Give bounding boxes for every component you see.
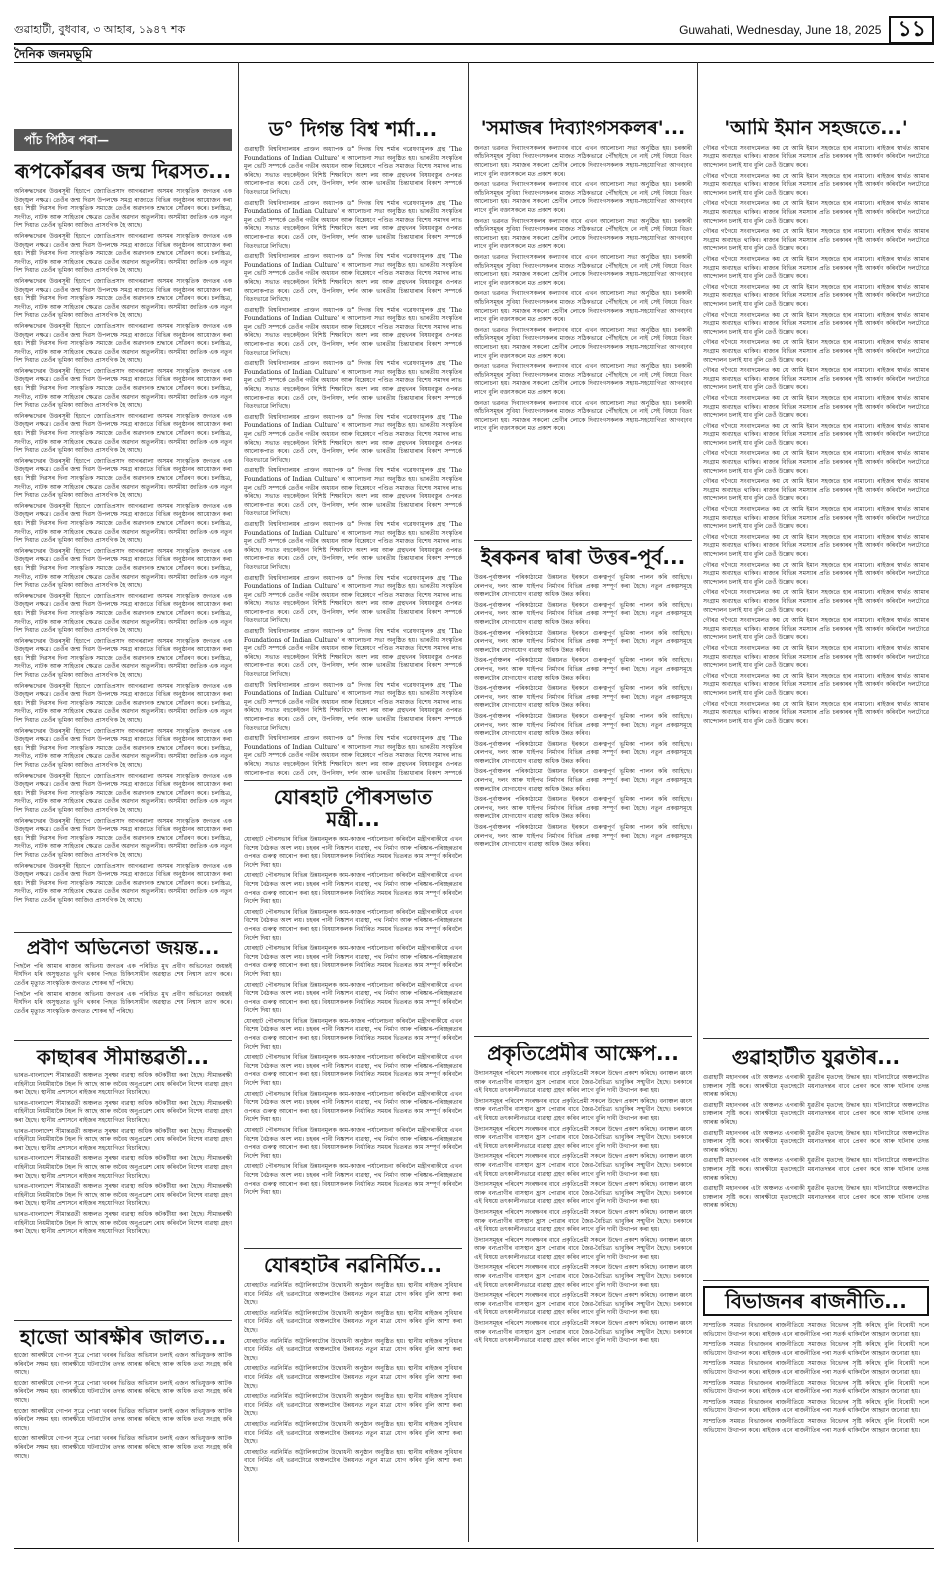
article-headline: 'সমাজৰ দিব্যাংগসকলৰ'... bbox=[480, 118, 686, 139]
article-body: গৌৰৱ গগৈয়ে সংবাদমেলত কয় যে আমি ইমান সহজতে হাৰ নামানো। ৰাইজৰ স্বাৰ্থত আমাৰ সংগ্ৰাম অব্যাহত থাকিব। ৰাজ্যৰ বিভিন্ন সমস্যাৰ প্ৰতি চৰকাৰৰ দৃষ্টি আকৰ্ষণ কৰিবলৈ দলটোৱে আন্দোলন চলাই যাব বুলি তেওঁ উল্লেখ কৰে। bbox=[703, 172, 929, 197]
article-body: যোৰহাট পৌৰসভাৰ বিভিন্ন উন্নয়নমূলক কাম-কাজৰ পৰ্যালোচনা কৰিবলৈ মন্ত্ৰীগৰাকীয়ে এখন বিশেষ বৈঠকত অংশ লয়। চহৰৰ পানী নিষ্কাশন ব্যৱস্থা, পথ নিৰ্মাণ আৰু পৰিষ্কাৰ-পৰিচ্ছন্নতাৰ ওপৰত গুৰুত্ব আৰোপ কৰা হয়। বিষয়াসকলক নিৰ্ধাৰিত সময়ৰ ভিতৰত কাম সম্পূৰ্ণ কৰিবলৈ নিৰ্দেশ দিয়া হয়। bbox=[244, 981, 462, 1015]
article-body: উদ্যানসমূহৰ পৰিবেশ সংৰক্ষণৰ বাবে প্ৰকৃতিপ্ৰেমী সকলে উদ্বেগ প্ৰকাশ কৰিছে। বনাঞ্চল ধ্বংস আৰু বন্যপ্ৰাণীৰ বাসস্থান হ্ৰাস পোৱাৰ বাবে জৈৱ-বৈচিত্ৰ্য ভাবুকিৰ সন্মুখীন হৈছে। চৰকাৰে এই বিষয়ে তৎকালীনভাৱে ব্যৱস্থা গ্ৰহণ কৰিব লাগে বুলি দাবী উত্থাপন কৰা হয়। bbox=[474, 1208, 692, 1234]
article-body: গুৱাহাটী বিশ্ববিদ্যালয়ৰ প্ৰাক্তন অধ্যাপক ড° দিগন্ত বিশ্ব শৰ্মাৰ গৱেষণামূলক গ্ৰন্থ 'The Foundations of Indian Culture' ৰ আলোচনা সভা অনুষ্ঠিত হয়। ভাৰতীয় সংস্কৃতিৰ মূল ভেটি সম্পৰ্কে তেওঁৰ গভীৰ অধ্যয়ন আৰু বিশ্লেষণে পণ্ডিত সমাজত বিশেষ সমাদৰ লাভ কৰিছে। সভাত বহুকেইজন বিশিষ্ট শিক্ষাবিদে অংশ লয় আৰু গ্ৰন্থখনৰ বিষয়বস্তুৰ ওপৰত আলোকপাত কৰে। তেওঁ বেদ, উপনিষদ, দৰ্শন আৰু ভাৰতীয় চিন্তাধাৰাৰ বিকাশ সম্পৰ্কে বিতংভাৱে লিখিছে। bbox=[244, 520, 462, 571]
article-headline: ড° দিগন্ত বিশ্ব শৰ্মা... bbox=[268, 118, 438, 141]
article-divider bbox=[244, 1248, 462, 1249]
article-body: উত্তৰ-পূৰ্বাঞ্চলৰ পৰিকাঠামো উন্নয়নত ইৰকনে গুৰুত্বপূৰ্ণ ভূমিকা পালন কৰি আহিছে। ৰেলপথ, দলং আৰু ঘাইপথ নিৰ্মাণৰ বিভিন্ন প্ৰকল্প সম্পূৰ্ণ কৰা হৈছে। নতুন প্ৰকল্পসমূহে অঞ্চলটোৰ যোগাযোগ ব্যৱস্থা অধিক উন্নত কৰিব। bbox=[474, 629, 692, 654]
article-body: গুৱাহাটী মহানগৰৰ এটা অঞ্চলত এগৰাকী যুৱতীৰ মৃতদেহ উদ্ধাৰ হয়। ঘটনাটোৱে অঞ্চলটোত চাঞ্চল্যৰ সৃষ্টি কৰে। আৰক্ষীয়ে মৃতদেহটো ময়নাতদন্তৰ বাবে প্ৰেৰণ কৰে আৰু ঘটনাৰ তদন্ত আৰম্ভ কৰিছে। bbox=[703, 1157, 929, 1182]
footer-rule bbox=[14, 1548, 934, 1549]
column-divider bbox=[468, 62, 469, 1542]
article-headline: প্ৰবীণ অভিনেতা জয়ন্ত... bbox=[26, 938, 220, 959]
header-rule bbox=[14, 43, 934, 45]
article-body: সাম্প্ৰতিক সময়ত বিভাজনৰ ৰাজনীতিয়ে সমাজত বিভেদৰ সৃষ্টি কৰিছে বুলি বিৰোধী দলে অভিযোগ উত্থাপন কৰে। ৰাইজক এনে ৰাজনীতিৰ পৰা সতৰ্ক থাকিবলৈ আহ্বান জনোৱা হয়। bbox=[703, 1360, 929, 1376]
article-divider bbox=[474, 1036, 692, 1037]
article-body: অনিৰুদ্ধদেৱৰ উত্তৰসূৰী হিচাপে জ্যোতিপ্ৰসাদ আগৰৱালা অসমৰ সাংস্কৃতিক জগতৰ এক উজ্জ্বল নক্ষত্ৰ। তেওঁৰ জন্ম দিৱস উপলক্ষে সমগ্ৰ ৰাজ্যতে বিভিন্ন অনুষ্ঠানৰ আয়োজন কৰা হয়। শিল্পী দিৱসৰ দিনা সাংস্কৃতিক সমাজে তেওঁৰ অৱদানক শ্ৰদ্ধাৰে সোঁৱৰণ কৰে। চলচ্চিত্ৰ, সংগীত, নাটক আৰু সাহিত্যৰ ক্ষেত্ৰত তেওঁৰ অৱদান অতুলনীয়। অসমীয়া জাতিক এক নতুন দিশ দিয়াত তেওঁৰ ভূমিকা আজিও প্ৰাসংগিক হৈ আছে। bbox=[14, 862, 232, 904]
article-body: জনতা ভৱনত দিব্যাংগসকলৰ কল্যাণৰ বাবে এখন আলোচনা সভা অনুষ্ঠিত হয়। চৰকাৰী আঁচনিসমূহৰ সুবিধা দিব্যাংগসকলৰ মাজত সঠিকভাৱে পৌঁছাইছে নে নাই সেই বিষয়ে বিতং আলোচনা হয়। সমাজৰ সকলো শ্ৰেণীৰ লোকে দিব্যাংগসকলক সহায়-সহযোগিতা আগবঢ়াব লাগে বুলি বক্তাসকলে মত প্ৰকাশ কৰে। bbox=[474, 290, 692, 324]
article-body: জনতা ভৱনত দিব্যাংগসকলৰ কল্যাণৰ বাবে এখন আলোচনা সভা অনুষ্ঠিত হয়। চৰকাৰী আঁচনিসমূহৰ সুবিধা দিব্যাংগসকলৰ মাজত সঠিকভাৱে পৌঁছাইছে নে নাই সেই বিষয়ে বিতং আলোচনা হয়। সমাজৰ সকলো শ্ৰেণীৰ লোকে দিব্যাংগসকলক সহায়-সহযোগিতা আগবঢ়াব লাগে বুলি বক্তাসকলে মত প্ৰকাশ কৰে। bbox=[474, 144, 692, 178]
article-body: যোৰহাট পৌৰসভাৰ বিভিন্ন উন্নয়নমূলক কাম-কাজৰ পৰ্যালোচনা কৰিবলৈ মন্ত্ৰীগৰাকীয়ে এখন বিশেষ বৈঠকত অংশ লয়। চহৰৰ পানী নিষ্কাশন ব্যৱস্থা, পথ নিৰ্মাণ আৰু পৰিষ্কাৰ-পৰিচ্ছন্নতাৰ ওপৰত গুৰুত্ব আৰোপ কৰা হয়। বিষয়াসকলক নিৰ্ধাৰিত সময়ৰ ভিতৰত কাম সম্পূৰ্ণ কৰিবলৈ নিৰ্দেশ দিয়া হয়। bbox=[244, 945, 462, 978]
date-english: Guwahati, Wednesday, June 18, 2025 bbox=[679, 23, 882, 37]
article-body: উদ্যানসমূহৰ পৰিবেশ সংৰক্ষণৰ বাবে প্ৰকৃতিপ্ৰেমী সকলে উদ্বেগ প্ৰকাশ কৰিছে। বনাঞ্চল ধ্বংস আৰু বন্যপ্ৰাণীৰ বাসস্থান হ্ৰাস পোৱাৰ বাবে জৈৱ-বৈচিত্ৰ্য ভাবুকিৰ সন্মুখীন হৈছে। চৰকাৰে এই বিষয়ে তৎকালীনভাৱে ব্যৱস্থা গ্ৰহণ কৰিব লাগে বুলি দাবী উত্থাপন কৰা হয়। bbox=[474, 1236, 692, 1261]
article-body: গুৱাহাটী বিশ্ববিদ্যালয়ৰ প্ৰাক্তন অধ্যাপক ড° দিগন্ত বিশ্ব শৰ্মাৰ গৱেষণামূলক গ্ৰন্থ 'The Foundations of Indian Culture' ৰ আলোচনা সভা অনুষ্ঠিত হয়। ভাৰতীয় সংস্কৃতিৰ মূল ভেটি সম্পৰ্কে তেওঁৰ গভীৰ অধ্যয়ন আৰু বিশ্লেষণে পণ্ডিত সমাজত বিশেষ সমাদৰ লাভ কৰিছে। সভাত বহুকেইজন বিশিষ্ট শিক্ষাবিদে অংশ লয় আৰু গ্ৰন্থখনৰ বিষয়বস্তুৰ ওপৰত আলোকপাত কৰে। তেওঁ বেদ, উপনিষদ, দৰ্শন আৰু ভাৰতীয় চিন্তাধাৰাৰ বিকাশ সম্পৰ্কে bbox=[244, 735, 462, 777]
article-body: যোৰহাটত নৱনিৰ্মিত অট্টালিকাটোৰ উদ্বোধনী অনুষ্ঠান অনুষ্ঠিত হয়। স্থানীয় ৰাইজৰ সুবিধাৰ বাবে নিৰ্মিত এই ভৱনটোৱে অঞ্চলটোৰ উন্নয়নত নতুন মাত্ৰা যোগ কৰিব বুলি আশা কৰা হৈছে। bbox=[244, 1309, 462, 1334]
article-body: যোৰহাট পৌৰসভাৰ বিভিন্ন উন্নয়নমূলক কাম-কাজৰ পৰ্যালোচনা কৰিবলৈ মন্ত্ৰীগৰাকীয়ে এখন বিশেষ বৈঠকত অংশ লয়। চহৰৰ পানী নিষ্কাশন ব্যৱস্থা, পথ নিৰ্মাণ আৰু পৰিষ্কাৰ-পৰিচ্ছন্নতাৰ ওপৰত গুৰুত্ব আৰোপ কৰা হয়। বিষয়াসকলক নিৰ্ধাৰিত সময়ৰ ভিতৰত কাম সম্পূৰ্ণ কৰিবলৈ নিৰ্দেশ দিয়া হয়। bbox=[244, 836, 462, 869]
article-divider bbox=[14, 1040, 232, 1041]
article-body: উদ্যানসমূহৰ পৰিবেশ সংৰক্ষণৰ বাবে প্ৰকৃতিপ্ৰেমী সকলে উদ্বেগ প্ৰকাশ কৰিছে। বনাঞ্চল ধ্বংস আৰু বন্যপ্ৰাণীৰ বাসস্থান হ্ৰাস পোৱাৰ বাবে জৈৱ-বৈচিত্ৰ্য ভাবুকিৰ সন্মুখীন হৈছে। চৰকাৰে এই বিষয়ে তৎকালীনভাৱে ব্যৱস্থা গ্ৰহণ কৰিব লাগে বুলি দাবী উত্থাপন কৰা হয়। bbox=[474, 1153, 692, 1178]
article-body: গৌৰৱ গগৈয়ে সংবাদমেলত কয় যে আমি ইমান সহজতে হাৰ নামানো। ৰাইজৰ স্বাৰ্থত আমাৰ সংগ্ৰাম অব্যাহত থাকিব। ৰাজ্যৰ বিভিন্ন সমস্যাৰ প্ৰতি চৰকাৰৰ দৃষ্টি আকৰ্ষণ কৰিবলৈ দলটোৱে আন্দোলন চলাই যাব বুলি তেওঁ উল্লেখ কৰে। bbox=[703, 644, 929, 670]
article-body: যোৰহাটত নৱনিৰ্মিত অট্টালিকাটোৰ উদ্বোধনী অনুষ্ঠান অনুষ্ঠিত হয়। স্থানীয় ৰাইজৰ সুবিধাৰ বাবে নিৰ্মিত এই ভৱনটোৱে অঞ্চলটোৰ উন্নয়নত নতুন মাত্ৰা যোগ কৰিব বুলি আশা কৰা হৈছে। bbox=[244, 1337, 462, 1362]
article-body: জনতা ভৱনত দিব্যাংগসকলৰ কল্যাণৰ বাবে এখন আলোচনা সভা অনুষ্ঠিত হয়। চৰকাৰী আঁচনিসমূহৰ সুবিধা দিব্যাংগসকলৰ মাজত সঠিকভাৱে পৌঁছাইছে নে নাই সেই বিষয়ে বিতং আলোচনা হয়। সমাজৰ সকলো শ্ৰেণীৰ লোকে দিব্যাংগসকলক সহায়-সহযোগিতা আগবঢ়াব লাগে বুলি বক্তাসকলে মত প্ৰকাশ কৰে। bbox=[474, 363, 692, 396]
article-body: ভাৰত-বাংলাদেশ সীমান্তৱৰ্তী অঞ্চলত সুৰক্ষা ব্যৱস্থা অধিক কটকটীয়া কৰা হৈছে। সীমান্তৰক্ষী বাহিনীয়ে নিয়মীয়াকৈ টহল দি আছে আৰু অবৈধ অনুপ্ৰৱেশ ৰোধ কৰিবলৈ বিশেষ ব্যৱস্থা গ্ৰহণ কৰা হৈছে। স্থানীয় প্ৰশাসনে ৰাইজৰ সহযোগিতা বিচাৰিছে। bbox=[14, 1183, 232, 1208]
article-body: হাজো আৰক্ষীয়ে গোপন সূত্ৰে পোৱা খবৰৰ ভিত্তিত অভিযান চলাই এজন অভিযুক্তক আটক কৰিবলৈ সক্ষম হয়। আৰক্ষীয়ে ঘটনাটোৰ তদন্ত আৰম্ভ কৰিছে আৰু অধিক তথ্য সংগ্ৰহ কৰি আছে। bbox=[14, 1379, 232, 1404]
page-header bbox=[14, 18, 934, 42]
article-body: উত্তৰ-পূৰ্বাঞ্চলৰ পৰিকাঠামো উন্নয়নত ইৰকনে গুৰুত্বপূৰ্ণ ভূমিকা পালন কৰি আহিছে। ৰেলপথ, দলং আৰু ঘাইপথ নিৰ্মাণৰ বিভিন্ন প্ৰকল্প সম্পূৰ্ণ কৰা হৈছে। নতুন প্ৰকল্পসমূহে অঞ্চলটোৰ যোগাযোগ ব্যৱস্থা অধিক উন্নত কৰিব। bbox=[474, 712, 692, 738]
article-body: উত্তৰ-পূৰ্বাঞ্চলৰ পৰিকাঠামো উন্নয়নত ইৰকনে গুৰুত্বপূৰ্ণ ভূমিকা পালন কৰি আহিছে। ৰেলপথ, দলং আৰু ঘাইপথ নিৰ্মাণৰ বিভিন্ন প্ৰকল্প সম্পূৰ্ণ কৰা হৈছে। নতুন প্ৰকল্পসমূহে অঞ্চলটোৰ যোগাযোগ ব্যৱস্থা অধিক উন্নত কৰিব। bbox=[474, 657, 692, 682]
article-body: গুৱাহাটী বিশ্ববিদ্যালয়ৰ প্ৰাক্তন অধ্যাপক ড° দিগন্ত বিশ্ব শৰ্মাৰ গৱেষণামূলক গ্ৰন্থ 'The Foundations of Indian Culture' ৰ আলোচনা সভা অনুষ্ঠিত হয়। ভাৰতীয় সংস্কৃতিৰ মূল ভেটি সম্পৰ্কে তেওঁৰ গভীৰ অধ্যয়ন আৰু বিশ্লেষণে পণ্ডিত সমাজত বিশেষ সমাদৰ লাভ কৰিছে। সভাত বহুকেইজন বিশিষ্ট শিক্ষাবিদে অংশ লয় আৰু গ্ৰন্থখনৰ বিষয়বস্তুৰ ওপৰত আলোকপাত কৰে। তেওঁ বেদ, উপনিষদ, দৰ্শন আৰু ভাৰতীয় চিন্তাধাৰাৰ বিকাশ সম্পৰ্কে বিতংভাৱে লিখিছে। bbox=[244, 253, 462, 304]
article-body: অনিৰুদ্ধদেৱৰ উত্তৰসূৰী হিচাপে জ্যোতিপ্ৰসাদ আগৰৱালা অসমৰ সাংস্কৃতিক জগতৰ এক উজ্জ্বল নক্ষত্ৰ। তেওঁৰ জন্ম দিৱস উপলক্ষে সমগ্ৰ ৰাজ্যতে বিভিন্ন অনুষ্ঠানৰ আয়োজন কৰা হয়। শিল্পী দিৱসৰ দিনা সাংস্কৃতিক সমাজে তেওঁৰ অৱদানক শ্ৰদ্ধাৰে সোঁৱৰণ কৰে। চলচ্চিত্ৰ, সংগীত, নাটক আৰু সাহিত্যৰ ক্ষেত্ৰত তেওঁৰ অৱদান অতুলনীয়। অসমীয়া জাতিক এক নতুন দিশ দিয়াত তেওঁৰ ভূমিকা আজিও প্ৰাসংগিক হৈ আছে। bbox=[14, 547, 232, 590]
article-body: যোৰহাট পৌৰসভাৰ বিভিন্ন উন্নয়নমূলক কাম-কাজৰ পৰ্যালোচনা কৰিবলৈ মন্ত্ৰীগৰাকীয়ে এখন বিশেষ বৈঠকত অংশ লয়। চহৰৰ পানী নিষ্কাশন ব্যৱস্থা, পথ নিৰ্মাণ আৰু পৰিষ্কাৰ-পৰিচ্ছন্নতাৰ ওপৰত গুৰুত্ব আৰোপ কৰা হয়। বিষয়াসকলক নিৰ্ধাৰিত সময়ৰ ভিতৰত কাম সম্পূৰ্ণ কৰিবলৈ নিৰ্দেশ দিয়া হয়। bbox=[244, 908, 462, 942]
article-body: যোৰহাট পৌৰসভাৰ বিভিন্ন উন্নয়নমূলক কাম-কাজৰ পৰ্যালোচনা কৰিবলৈ মন্ত্ৰীগৰাকীয়ে এখন বিশেষ বৈঠকত অংশ লয়। চহৰৰ পানী নিষ্কাশন ব্যৱস্থা, পথ নিৰ্মাণ আৰু পৰিষ্কাৰ-পৰিচ্ছন্নতাৰ ওপৰত গুৰুত্ব আৰোপ কৰা হয়। বিষয়াসকলক নিৰ্ধাৰিত সময়ৰ ভিতৰত কাম সম্পূৰ্ণ কৰিবলৈ নিৰ্দেশ দিয়া হয়। bbox=[244, 1090, 462, 1124]
article-body: উদ্যানসমূহৰ পৰিবেশ সংৰক্ষণৰ বাবে প্ৰকৃতিপ্ৰেমী সকলে উদ্বেগ প্ৰকাশ কৰিছে। বনাঞ্চল ধ্বংস আৰু বন্যপ্ৰাণীৰ বাসস্থান হ্ৰাস পোৱাৰ বাবে জৈৱ-বৈচিত্ৰ্য ভাবুকিৰ সন্মুখীন হৈছে। চৰকাৰে এই বিষয়ে তৎকালীনভাৱে ব্যৱস্থা গ্ৰহণ কৰিব লাগে বুলি দাবী উত্থাপন কৰা হয়। bbox=[474, 1097, 692, 1122]
article-body: গৌৰৱ গগৈয়ে সংবাদমেলত কয় যে আমি ইমান সহজতে হাৰ নামানো। ৰাইজৰ স্বাৰ্থত আমাৰ সংগ্ৰাম অব্যাহত থাকিব। ৰাজ্যৰ বিভিন্ন সমস্যাৰ প্ৰতি চৰকাৰৰ দৃষ্টি আকৰ্ষণ কৰিবলৈ দলটোৱে আন্দোলন চলাই যাব বুলি তেওঁ উল্লেখ কৰে। bbox=[703, 700, 929, 725]
article-body: যোৰহাটত নৱনিৰ্মিত অট্টালিকাটোৰ উদ্বোধনী অনুষ্ঠান অনুষ্ঠিত হয়। স্থানীয় ৰাইজৰ সুবিধাৰ বাবে নিৰ্মিত এই ভৱনটোৱে অঞ্চলটোৰ উন্নয়নত নতুন মাত্ৰা যোগ কৰিব বুলি আশা কৰা হৈছে। bbox=[244, 1448, 462, 1473]
header-right bbox=[679, 16, 934, 44]
article-body: গৌৰৱ গগৈয়ে সংবাদমেলত কয় যে আমি ইমান সহজতে হাৰ নামানো। ৰাইজৰ স্বাৰ্থত আমাৰ সংগ্ৰাম অব্যাহত থাকিব। ৰাজ্যৰ বিভিন্ন সমস্যাৰ প্ৰতি চৰকাৰৰ দৃষ্টি আকৰ্ষণ কৰিবলৈ দলটোৱে আন্দোলন চলাই যাব বুলি তেওঁ উল্লেখ কৰে। bbox=[703, 200, 929, 225]
article-body: গৌৰৱ গগৈয়ে সংবাদমেলত কয় যে আমি ইমান সহজতে হাৰ নামানো। ৰাইজৰ স্বাৰ্থত আমাৰ সংগ্ৰাম অব্যাহত থাকিব। ৰাজ্যৰ বিভিন্ন সমস্যাৰ প্ৰতি চৰকাৰৰ দৃষ্টি আকৰ্ষণ কৰিবলৈ দলটোৱে আন্দোলন চলাই যাব বুলি তেওঁ উল্লেখ কৰে। bbox=[703, 339, 929, 364]
article-body: গুৱাহাটী বিশ্ববিদ্যালয়ৰ প্ৰাক্তন অধ্যাপক ড° দিগন্ত বিশ্ব শৰ্মাৰ গৱেষণামূলক গ্ৰন্থ 'The Foundations of Indian Culture' ৰ আলোচনা সভা অনুষ্ঠিত হয়। ভাৰতীয় সংস্কৃতিৰ মূল ভেটি সম্পৰ্কে তেওঁৰ গভীৰ অধ্যয়ন আৰু বিশ্লেষণে পণ্ডিত সমাজত বিশেষ সমাদৰ লাভ কৰিছে। সভাত বহুকেইজন বিশিষ্ট শিক্ষাবিদে অংশ লয় আৰু গ্ৰন্থখনৰ বিষয়বস্তুৰ ওপৰত আলোকপাত কৰে। তেওঁ বেদ, উপনিষদ, দৰ্শন আৰু ভাৰতীয় চিন্তাধাৰাৰ বিকাশ সম্পৰ্কে বিতংভাৱে লিখিছে। bbox=[244, 574, 462, 625]
article-body: গুৱাহাটী বিশ্ববিদ্যালয়ৰ প্ৰাক্তন অধ্যাপক ড° দিগন্ত বিশ্ব শৰ্মাৰ গৱেষণামূলক গ্ৰন্থ 'The Foundations of Indian Culture' ৰ আলোচনা সভা অনুষ্ঠিত হয়। ভাৰতীয় সংস্কৃতিৰ মূল ভেটি সম্পৰ্কে তেওঁৰ গভীৰ অধ্যয়ন আৰু বিশ্লেষণে পণ্ডিত সমাজত বিশেষ সমাদৰ লাভ কৰিছে। সভাত বহুকেইজন বিশিষ্ট শিক্ষাবিদে অংশ লয় আৰু গ্ৰন্থখনৰ বিষয়বস্তুৰ ওপৰত আলোকপাত কৰে। তেওঁ বেদ, উপনিষদ, দৰ্শন আৰু ভাৰতীয় চিন্তাধাৰাৰ বিকাশ সম্পৰ্কে বিতংভাৱে লিখিছে। bbox=[244, 199, 462, 250]
article-body: গুৱাহাটী বিশ্ববিদ্যালয়ৰ প্ৰাক্তন অধ্যাপক ড° দিগন্ত বিশ্ব শৰ্মাৰ গৱেষণামূলক গ্ৰন্থ 'The Foundations of Indian Culture' ৰ আলোচনা সভা অনুষ্ঠিত হয়। ভাৰতীয় সংস্কৃতিৰ মূল ভেটি সম্পৰ্কে তেওঁৰ গভীৰ অধ্যয়ন আৰু বিশ্লেষণে পণ্ডিত সমাজত বিশেষ সমাদৰ লাভ কৰিছে। সভাত বহুকেইজন বিশিষ্ট শিক্ষাবিদে অংশ লয় আৰু গ্ৰন্থখনৰ বিষয়বস্তুৰ ওপৰত আলোকপাত কৰে। তেওঁ বেদ, উপনিষদ, দৰ্শন আৰু ভাৰতীয় চিন্তাধাৰাৰ বিকাশ সম্পৰ্কে বিতংভাৱে লিখিছে। bbox=[244, 146, 462, 196]
article-headline: বিভাজনৰ ৰাজনীতি... bbox=[703, 1286, 929, 1316]
article-body: গৌৰৱ গগৈয়ে সংবাদমেলত কয় যে আমি ইমান সহজতে হাৰ নামানো। ৰাইজৰ স্বাৰ্থত আমাৰ সংগ্ৰাম অব্যাহত থাকিব। ৰাজ্যৰ বিভিন্ন সমস্যাৰ প্ৰতি চৰকাৰৰ দৃষ্টি আকৰ্ষণ কৰিবলৈ দলটোৱে আন্দোলন চলাই যাব বুলি তেওঁ উল্লেখ কৰে। bbox=[703, 144, 929, 170]
article-body: যোৰহাট পৌৰসভাৰ বিভিন্ন উন্নয়নমূলক কাম-কাজৰ পৰ্যালোচনা কৰিবলৈ মন্ত্ৰীগৰাকীয়ে এখন বিশেষ বৈঠকত অংশ লয়। চহৰৰ পানী নিষ্কাশন ব্যৱস্থা, পথ নিৰ্মাণ আৰু পৰিষ্কাৰ-পৰিচ্ছন্নতাৰ ওপৰত গুৰুত্ব আৰোপ কৰা হয়। বিষয়াসকলক নিৰ্ধাৰিত সময়ৰ ভিতৰত কাম সম্পূৰ্ণ কৰিবলৈ নিৰ্দেশ দিয়া হয়। bbox=[244, 1163, 462, 1197]
article-body: গুৱাহাটী বিশ্ববিদ্যালয়ৰ প্ৰাক্তন অধ্যাপক ড° দিগন্ত বিশ্ব শৰ্মাৰ গৱেষণামূলক গ্ৰন্থ 'The Foundations of Indian Culture' ৰ আলোচনা সভা অনুষ্ঠিত হয়। ভাৰতীয় সংস্কৃতিৰ মূল ভেটি সম্পৰ্কে তেওঁৰ গভীৰ অধ্যয়ন আৰু বিশ্লেষণে পণ্ডিত সমাজত বিশেষ সমাদৰ লাভ কৰিছে। সভাত বহুকেইজন বিশিষ্ট শিক্ষাবিদে অংশ লয় আৰু গ্ৰন্থখনৰ বিষয়বস্তুৰ ওপৰত আলোকপাত কৰে। তেওঁ বেদ, উপনিষদ, দৰ্শন আৰু ভাৰতীয় চিন্তাধাৰাৰ বিকাশ সম্পৰ্কে বিতংভাৱে লিখিছে। bbox=[244, 467, 462, 518]
article-body: গৌৰৱ গগৈয়ে সংবাদমেলত কয় যে আমি ইমান সহজতে হাৰ নামানো। ৰাইজৰ স্বাৰ্থত আমাৰ সংগ্ৰাম অব্যাহত থাকিব। ৰাজ্যৰ বিভিন্ন সমস্যাৰ প্ৰতি চৰকাৰৰ দৃষ্টি আকৰ্ষণ কৰিবলৈ দলটোৱে আন্দোলন চলাই যাব বুলি তেওঁ উল্লেখ কৰে। bbox=[703, 672, 929, 697]
article-body: অনিৰুদ্ধদেৱৰ উত্তৰসূৰী হিচাপে জ্যোতিপ্ৰসাদ আগৰৱালা অসমৰ সাংস্কৃতিক জগতৰ এক উজ্জ্বল নক্ষত্ৰ। তেওঁৰ জন্ম দিৱস উপলক্ষে সমগ্ৰ ৰাজ্যতে বিভিন্ন অনুষ্ঠানৰ আয়োজন কৰা হয়। শিল্পী দিৱসৰ দিনা সাংস্কৃতিক সমাজে তেওঁৰ অৱদানক শ্ৰদ্ধাৰে সোঁৱৰণ কৰে। চলচ্চিত্ৰ, সংগীত, নাটক আৰু সাহিত্যৰ ক্ষেত্ৰত তেওঁৰ অৱদান অতুলনীয়। অসমীয়া জাতিক এক নতুন দিশ দিয়াত তেওঁৰ ভূমিকা আজিও প্ৰাসংগিক হৈ আছে। bbox=[14, 682, 232, 725]
article-headline: প্ৰকৃতিপ্ৰেমীৰ আক্ষেপ... bbox=[487, 1042, 679, 1065]
article-body: অনিৰুদ্ধদেৱৰ উত্তৰসূৰী হিচাপে জ্যোতিপ্ৰসাদ আগৰৱালা অসমৰ সাংস্কৃতিক জগতৰ এক উজ্জ্বল নক্ষত্ৰ। তেওঁৰ জন্ম দিৱস উপলক্ষে সমগ্ৰ ৰাজ্যতে বিভিন্ন অনুষ্ঠানৰ আয়োজন কৰা হয়। শিল্পী দিৱসৰ দিনা সাংস্কৃতিক সমাজে তেওঁৰ অৱদানক শ্ৰদ্ধাৰে সোঁৱৰণ কৰে। চলচ্চিত্ৰ, সংগীত, নাটক আৰু সাহিত্যৰ ক্ষেত্ৰত তেওঁৰ অৱদান অতুলনীয়। অসমীয়া জাতিক এক নতুন দিশ দিয়াত তেওঁৰ ভূমিকা আজিও প্ৰাসংগিক হৈ আছে। bbox=[14, 817, 232, 859]
article-7 bbox=[244, 1254, 462, 1540]
article-body: গুৱাহাটী বিশ্ববিদ্যালয়ৰ প্ৰাক্তন অধ্যাপক ড° দিগন্ত বিশ্ব শৰ্মাৰ গৱেষণামূলক গ্ৰন্থ 'The Foundations of Indian Culture' ৰ আলোচনা সভা অনুষ্ঠিত হয়। ভাৰতীয় সংস্কৃতিৰ মূল ভেটি সম্পৰ্কে তেওঁৰ গভীৰ অধ্যয়ন আৰু বিশ্লেষণে পণ্ডিত সমাজত বিশেষ সমাদৰ লাভ কৰিছে। সভাত বহুকেইজন বিশিষ্ট শিক্ষাবিদে অংশ লয় আৰু গ্ৰন্থখনৰ বিষয়বস্তুৰ ওপৰত আলোকপাত কৰে। তেওঁ বেদ, উপনিষদ, দৰ্শন আৰু ভাৰতীয় চিন্তাধাৰাৰ বিকাশ সম্পৰ্কে বিতংভাৱে লিখিছে। bbox=[244, 628, 462, 679]
article-divider bbox=[14, 932, 232, 933]
article-headline: হাজো আৰক্ষীৰ জালত... bbox=[19, 1326, 227, 1349]
article-body: উদ্যানসমূহৰ পৰিবেশ সংৰক্ষণৰ বাবে প্ৰকৃতিপ্ৰেমী সকলে উদ্বেগ প্ৰকাশ কৰিছে। বনাঞ্চল ধ্বংস আৰু বন্যপ্ৰাণীৰ বাসস্থান হ্ৰাস পোৱাৰ বাবে জৈৱ-বৈচিত্ৰ্য ভাবুকিৰ সন্মুখীন হৈছে। চৰকাৰে এই বিষয়ে তৎকালীনভাৱে ব্যৱস্থা গ্ৰহণ কৰিব লাগে বুলি দাবী উত্থাপন কৰা হয়। bbox=[474, 1320, 692, 1345]
article-body: উদ্যানসমূহৰ পৰিবেশ সংৰক্ষণৰ বাবে প্ৰকৃতিপ্ৰেমী সকলে উদ্বেগ প্ৰকাশ কৰিছে। বনাঞ্চল ধ্বংস আৰু বন্যপ্ৰাণীৰ বাসস্থান হ্ৰাস পোৱাৰ বাবে জৈৱ-বৈচিত্ৰ্য ভাবুকিৰ সন্মুখীন হৈছে। চৰকাৰে এই বিষয়ে তৎকালীনভাৱে ব্যৱস্থা গ্ৰহণ কৰিব লাগে বুলি দাবী উত্থাপন কৰা হয়। bbox=[474, 1292, 692, 1317]
section-label: পাঁচ পিঠিৰ পৰা— bbox=[14, 129, 232, 151]
article-body: অনিৰুদ্ধদেৱৰ উত্তৰসূৰী হিচাপে জ্যোতিপ্ৰসাদ আগৰৱালা অসমৰ সাংস্কৃতিক জগতৰ এক উজ্জ্বল নক্ষত্ৰ। তেওঁৰ জন্ম দিৱস উপলক্ষে সমগ্ৰ ৰাজ্যতে বিভিন্ন অনুষ্ঠানৰ আয়োজন কৰা হয়। শিল্পী দিৱসৰ দিনা সাংস্কৃতিক সমাজে তেওঁৰ অৱদানক শ্ৰদ্ধাৰে সোঁৱৰণ কৰে। চলচ্চিত্ৰ, সংগীত, নাটক আৰু সাহিত্যৰ ক্ষেত্ৰত তেওঁৰ অৱদান অতুলনীয়। অসমীয়া জাতিক এক নতুন দিশ দিয়াত তেওঁৰ ভূমিকা আজিও প্ৰাসংগিক হৈ আছে। bbox=[14, 637, 232, 680]
column-divider bbox=[697, 62, 698, 1542]
article-body: গুৱাহাটী মহানগৰৰ এটা অঞ্চলত এগৰাকী যুৱতীৰ মৃতদেহ উদ্ধাৰ হয়। ঘটনাটোৱে অঞ্চলটোত চাঞ্চল্যৰ সৃষ্টি কৰে। আৰক্ষীয়ে মৃতদেহটো ময়নাতদন্তৰ বাবে প্ৰেৰণ কৰে আৰু ঘটনাৰ তদন্ত আৰম্ভ কৰিছে। bbox=[703, 1101, 929, 1126]
article-body: অনিৰুদ্ধদেৱৰ উত্তৰসূৰী হিচাপে জ্যোতিপ্ৰসাদ আগৰৱালা অসমৰ সাংস্কৃতিক জগতৰ এক উজ্জ্বল নক্ষত্ৰ। তেওঁৰ জন্ম দিৱস উপলক্ষে সমগ্ৰ ৰাজ্যতে বিভিন্ন অনুষ্ঠানৰ আয়োজন কৰা হয়। শিল্পী দিৱসৰ দিনা সাংস্কৃতিক সমাজে তেওঁৰ অৱদানক শ্ৰদ্ধাৰে সোঁৱৰণ কৰে। চলচ্চিত্ৰ, সংগীত, নাটক আৰু সাহিত্যৰ ক্ষেত্ৰত তেওঁৰ অৱদান অতুলনীয়। অসমীয়া জাতিক এক নতুন দিশ দিয়াত তেওঁৰ ভূমিকা আজিও প্ৰাসংগিক হৈ আছে। bbox=[14, 232, 232, 275]
article-body: উত্তৰ-পূৰ্বাঞ্চলৰ পৰিকাঠামো উন্নয়নত ইৰকনে গুৰুত্বপূৰ্ণ ভূমিকা পালন কৰি আহিছে। ৰেলপথ, দলং আৰু ঘাইপথ নিৰ্মাণৰ বিভিন্ন প্ৰকল্প সম্পূৰ্ণ কৰা হৈছে। নতুন প্ৰকল্পসমূহে অঞ্চলটোৰ যোগাযোগ ব্যৱস্থা অধিক উন্নত কৰিব। bbox=[474, 768, 692, 793]
article-body: অনিৰুদ্ধদেৱৰ উত্তৰসূৰী হিচাপে জ্যোতিপ্ৰসাদ আগৰৱালা অসমৰ সাংস্কৃতিক জগতৰ এক উজ্জ্বল নক্ষত্ৰ। তেওঁৰ জন্ম দিৱস উপলক্ষে সমগ্ৰ ৰাজ্যতে বিভিন্ন অনুষ্ঠানৰ আয়োজন কৰা হয়। শিল্পী দিৱসৰ দিনা সাংস্কৃতিক সমাজে তেওঁৰ অৱদানক শ্ৰদ্ধাৰে সোঁৱৰণ কৰে। চলচ্চিত্ৰ, সংগীত, নাটক আৰু সাহিত্যৰ ক্ষেত্ৰত তেওঁৰ অৱদান অতুলনীয়। অসমীয়া জাতিক এক নতুন দিশ দিয়াত তেওঁৰ ভূমিকা আজিও প্ৰাসংগিক হৈ আছে। bbox=[14, 277, 232, 320]
article-body: গৌৰৱ গগৈয়ে সংবাদমেলত কয় যে আমি ইমান সহজতে হাৰ নামানো। ৰাইজৰ স্বাৰ্থত আমাৰ সংগ্ৰাম অব্যাহত থাকিব। ৰাজ্যৰ বিভিন্ন সমস্যাৰ প্ৰতি চৰকাৰৰ দৃষ্টি আকৰ্ষণ কৰিবলৈ দলটোৱে আন্দোলন চলাই যাব বুলি তেওঁ উল্লেখ কৰে। bbox=[703, 478, 929, 503]
article-body: জনতা ভৱনত দিব্যাংগসকলৰ কল্যাণৰ বাবে এখন আলোচনা সভা অনুষ্ঠিত হয়। চৰকাৰী আঁচনিসমূহৰ সুবিধা দিব্যাংগসকলৰ মাজত সঠিকভাৱে পৌঁছাইছে নে নাই সেই বিষয়ে বিতং আলোচনা হয়। সমাজৰ সকলো শ্ৰেণীৰ লোকে দিব্যাংগসকলক সহায়-সহযোগিতা আগবঢ়াব লাগে বুলি বক্তাসকলে মত প্ৰকাশ কৰে। bbox=[474, 181, 692, 215]
article-divider bbox=[474, 540, 692, 541]
article-divider bbox=[244, 780, 462, 781]
paper-name: দৈনিক জনমভূমি bbox=[14, 47, 92, 61]
article-body: জনতা ভৱনত দিব্যাংগসকলৰ কল্যাণৰ বাবে এখন আলোচনা সভা অনুষ্ঠিত হয়। চৰকাৰী আঁচনিসমূহৰ সুবিধা দিব্যাংগসকলৰ মাজত সঠিকভাৱে পৌঁছাইছে নে নাই সেই বিষয়ে বিতং আলোচনা হয়। সমাজৰ সকলো শ্ৰেণীৰ লোকে দিব্যাংগসকলক সহায়-সহযোগিতা আগবঢ়াব লাগে বুলি বক্তাসকলে মত প্ৰকাশ কৰে। bbox=[474, 326, 692, 360]
article-body: গৌৰৱ গগৈয়ে সংবাদমেলত কয় যে আমি ইমান সহজতে হাৰ নামানো। ৰাইজৰ স্বাৰ্থত আমাৰ সংগ্ৰাম অব্যাহত থাকিব। ৰাজ্যৰ বিভিন্ন সমস্যাৰ প্ৰতি চৰকাৰৰ দৃষ্টি আকৰ্ষণ কৰিবলৈ দলটোৱে আন্দোলন চলাই যাব বুলি তেওঁ উল্লেখ কৰে। bbox=[703, 256, 929, 281]
article-body: জনতা ভৱনত দিব্যাংগসকলৰ কল্যাণৰ বাবে এখন আলোচনা সভা অনুষ্ঠিত হয়। চৰকাৰী আঁচনিসমূহৰ সুবিধা দিব্যাংগসকলৰ মাজত সঠিকভাৱে পৌঁছাইছে নে নাই সেই বিষয়ে বিতং আলোচনা হয়। সমাজৰ সকলো শ্ৰেণীৰ লোকে দিব্যাংগসকলক সহায়-সহযোগিতা আগবঢ়াব লাগে বুলি বক্তাসকলে মত প্ৰকাশ কৰে। bbox=[474, 399, 692, 433]
article-body: হাজো আৰক্ষীয়ে গোপন সূত্ৰে পোৱা খবৰৰ ভিত্তিত অভিযান চলাই এজন অভিযুক্তক আটক কৰিবলৈ সক্ষম হয়। আৰক্ষীয়ে ঘটনাটোৰ তদন্ত আৰম্ভ কৰিছে আৰু অধিক তথ্য সংগ্ৰহ কৰি আছে। bbox=[14, 1352, 232, 1377]
article-body: সাম্প্ৰতিক সময়ত বিভাজনৰ ৰাজনীতিয়ে সমাজত বিভেদৰ সৃষ্টি কৰিছে বুলি বিৰোধী দলে অভিযোগ উত্থাপন কৰে। ৰাইজক এনে ৰাজনীতিৰ পৰা সতৰ্ক থাকিবলৈ আহ্বান জনোৱা হয়। bbox=[703, 1398, 929, 1415]
article-divider bbox=[14, 1320, 232, 1321]
article-body: যোৰহাটত নৱনিৰ্মিত অট্টালিকাটোৰ উদ্বোধনী অনুষ্ঠান অনুষ্ঠিত হয়। স্থানীয় ৰাইজৰ সুবিধাৰ বাবে নিৰ্মিত এই ভৱনটোৱে অঞ্চলটোৰ উন্নয়নত নতুন মাত্ৰা যোগ কৰিব বুলি আশা কৰা হৈছে। bbox=[244, 1282, 462, 1307]
article-body: জনতা ভৱনত দিব্যাংগসকলৰ কল্যাণৰ বাবে এখন আলোচনা সভা অনুষ্ঠিত হয়। চৰকাৰী আঁচনিসমূহৰ সুবিধা দিব্যাংগসকলৰ মাজত সঠিকভাৱে পৌঁছাইছে নে নাই সেই বিষয়ে বিতং আলোচনা হয়। সমাজৰ সকলো শ্ৰেণীৰ লোকে দিব্যাংগসকলক সহায়-সহযোগিতা আগবঢ়াব লাগে বুলি বক্তাসকলে মত প্ৰকাশ কৰে। bbox=[474, 254, 692, 287]
article-body: উত্তৰ-পূৰ্বাঞ্চলৰ পৰিকাঠামো উন্নয়নত ইৰকনে গুৰুত্বপূৰ্ণ ভূমিকা পালন কৰি আহিছে। ৰেলপথ, দলং আৰু ঘাইপথ নিৰ্মাণৰ বিভিন্ন প্ৰকল্প সম্পূৰ্ণ কৰা হৈছে। নতুন প্ৰকল্পসমূহে অঞ্চলটোৰ যোগাযোগ ব্যৱস্থা অধিক উন্নত কৰিব। bbox=[474, 740, 692, 765]
article-body: গুৱাহাটী বিশ্ববিদ্যালয়ৰ প্ৰাক্তন অধ্যাপক ড° দিগন্ত বিশ্ব শৰ্মাৰ গৱেষণামূলক গ্ৰন্থ 'The Foundations of Indian Culture' ৰ আলোচনা সভা অনুষ্ঠিত হয়। ভাৰতীয় সংস্কৃতিৰ মূল ভেটি সম্পৰ্কে তেওঁৰ গভীৰ অধ্যয়ন আৰু বিশ্লেষণে পণ্ডিত সমাজত বিশেষ সমাদৰ লাভ কৰিছে। সভাত বহুকেইজন বিশিষ্ট শিক্ষাবিদে অংশ লয় আৰু গ্ৰন্থখনৰ বিষয়বস্তুৰ ওপৰত আলোকপাত কৰে। তেওঁ বেদ, উপনিষদ, দৰ্শন আৰু ভাৰতীয় চিন্তাধাৰাৰ বিকাশ সম্পৰ্কে বিতংভাৱে লিখিছে। bbox=[244, 413, 462, 464]
article-body: গৌৰৱ গগৈয়ে সংবাদমেলত কয় যে আমি ইমান সহজতে হাৰ নামানো। ৰাইজৰ স্বাৰ্থত আমাৰ সংগ্ৰাম অব্যাহত থাকিব। ৰাজ্যৰ বিভিন্ন সমস্যাৰ প্ৰতি চৰকাৰৰ দৃষ্টি আকৰ্ষণ কৰিবলৈ দলটোৱে আন্দোলন চলাই যাব বুলি তেওঁ উল্লেখ কৰে। bbox=[703, 283, 929, 308]
article-2 bbox=[14, 938, 232, 1038]
article-body: পিছলৈ পৰি আমাৰ ৰাজ্যৰ অভিনয় জগতৰ এক পৰিচিত মুখ প্ৰবীণ অভিনেতা জয়ন্তই দীৰ্ঘদিন ধৰি অসুস্থতাত ভুগি থকাৰ পিছত চিকিৎসাধীন অৱস্থাত শেষ নিশ্বাস ত্যাগ কৰে। তেওঁৰ মৃত্যুত সাংস্কৃতিক জগতত শোকৰ ছাঁ পৰিছে। bbox=[14, 990, 232, 1015]
article-body: গুৱাহাটী বিশ্ববিদ্যালয়ৰ প্ৰাক্তন অধ্যাপক ড° দিগন্ত বিশ্ব শৰ্মাৰ গৱেষণামূলক গ্ৰন্থ 'The Foundations of Indian Culture' ৰ আলোচনা সভা অনুষ্ঠিত হয়। ভাৰতীয় সংস্কৃতিৰ মূল ভেটি সম্পৰ্কে তেওঁৰ গভীৰ অধ্যয়ন আৰু বিশ্লেষণে পণ্ডিত সমাজত বিশেষ সমাদৰ লাভ কৰিছে। সভাত বহুকেইজন বিশিষ্ট শিক্ষাবিদে অংশ লয় আৰু গ্ৰন্থখনৰ বিষয়বস্তুৰ ওপৰত আলোকপাত কৰে। তেওঁ বেদ, উপনিষদ, দৰ্শন আৰু ভাৰতীয় চিন্তাধাৰাৰ বিকাশ সম্পৰ্কে বিতংভাৱে লিখিছে। bbox=[244, 681, 462, 732]
article-body: গুৱাহাটী বিশ্ববিদ্যালয়ৰ প্ৰাক্তন অধ্যাপক ড° দিগন্ত বিশ্ব শৰ্মাৰ গৱেষণামূলক গ্ৰন্থ 'The Foundations of Indian Culture' ৰ আলোচনা সভা অনুষ্ঠিত হয়। ভাৰতীয় সংস্কৃতিৰ মূল ভেটি সম্পৰ্কে তেওঁৰ গভীৰ অধ্যয়ন আৰু বিশ্লেষণে পণ্ডিত সমাজত বিশেষ সমাদৰ লাভ কৰিছে। সভাত বহুকেইজন বিশিষ্ট শিক্ষাবিদে অংশ লয় আৰু গ্ৰন্থখনৰ বিষয়বস্তুৰ ওপৰত আলোকপাত কৰে। তেওঁ বেদ, উপনিষদ, দৰ্শন আৰু ভাৰতীয় চিন্তাধাৰাৰ বিকাশ সম্পৰ্কে বিতংভাৱে লিখিছে। bbox=[244, 360, 462, 411]
article-body: যোৰহাটত নৱনিৰ্মিত অট্টালিকাটোৰ উদ্বোধনী অনুষ্ঠান অনুষ্ঠিত হয়। স্থানীয় ৰাইজৰ সুবিধাৰ বাবে নিৰ্মিত এই ভৱনটোৱে অঞ্চলটোৰ উন্নয়নত নতুন মাত্ৰা যোগ কৰিব বুলি আশা কৰা হৈছে। bbox=[244, 1393, 462, 1418]
article-body: গৌৰৱ গগৈয়ে সংবাদমেলত কয় যে আমি ইমান সহজতে হাৰ নামানো। ৰাইজৰ স্বাৰ্থত আমাৰ সংগ্ৰাম অব্যাহত থাকিব। ৰাজ্যৰ বিভিন্ন সমস্যাৰ প্ৰতি চৰকাৰৰ দৃষ্টি আকৰ্ষণ কৰিবলৈ দলটোৱে আন্দোলন চলাই যাব বুলি তেওঁ উল্লেখ কৰে। bbox=[703, 617, 929, 642]
article-11 bbox=[703, 118, 929, 1038]
article-body: গুৱাহাটী মহানগৰৰ এটা অঞ্চলত এগৰাকী যুৱতীৰ মৃতদেহ উদ্ধাৰ হয়। ঘটনাটোৱে অঞ্চলটোত চাঞ্চল্যৰ সৃষ্টি কৰে। আৰক্ষীয়ে মৃতদেহটো ময়নাতদন্তৰ বাবে প্ৰেৰণ কৰে আৰু ঘটনাৰ তদন্ত আৰম্ভ কৰিছে। bbox=[703, 1185, 929, 1210]
article-body: অনিৰুদ্ধদেৱৰ উত্তৰসূৰী হিচাপে জ্যোতিপ্ৰসাদ আগৰৱালা অসমৰ সাংস্কৃতিক জগতৰ এক উজ্জ্বল নক্ষত্ৰ। তেওঁৰ জন্ম দিৱস উপলক্ষে সমগ্ৰ ৰাজ্যতে বিভিন্ন অনুষ্ঠানৰ আয়োজন কৰা হয়। শিল্পী দিৱসৰ দিনা সাংস্কৃতিক সমাজে তেওঁৰ অৱদানক শ্ৰদ্ধাৰে সোঁৱৰণ কৰে। চলচ্চিত্ৰ, সংগীত, নাটক আৰু সাহিত্যৰ ক্ষেত্ৰত তেওঁৰ অৱদান অতুলনীয়। অসমীয়া জাতিক এক নতুন দিশ দিয়াত তেওঁৰ ভূমিকা আজিও প্ৰাসংগিক হৈ আছে। bbox=[14, 592, 232, 635]
article-body: অনিৰুদ্ধদেৱৰ উত্তৰসূৰী হিচাপে জ্যোতিপ্ৰসাদ আগৰৱালা অসমৰ সাংস্কৃতিক জগতৰ এক উজ্জ্বল নক্ষত্ৰ। তেওঁৰ জন্ম দিৱস উপলক্ষে সমগ্ৰ ৰাজ্যতে বিভিন্ন অনুষ্ঠানৰ আয়োজন কৰা হয়। শিল্পী দিৱসৰ দিনা সাংস্কৃতিক সমাজে তেওঁৰ অৱদানক শ্ৰদ্ধাৰে সোঁৱৰণ কৰে। চলচ্চিত্ৰ, সংগীত, নাটক আৰু সাহিত্যৰ ক্ষেত্ৰত তেওঁৰ অৱদান অতুলনীয়। অসমীয়া জাতিক এক নতুন দিশ দিয়াত তেওঁৰ ভূমিকা আজিও প্ৰাসংগিক হৈ আছে। bbox=[14, 188, 232, 230]
article-4 bbox=[14, 1326, 232, 1540]
article-body: গৌৰৱ গগৈয়ে সংবাদমেলত কয় যে আমি ইমান সহজতে হাৰ নামানো। ৰাইজৰ স্বাৰ্থত আমাৰ সংগ্ৰাম অব্যাহত থাকিব। ৰাজ্যৰ বিভিন্ন সমস্যাৰ প্ৰতি চৰকাৰৰ দৃষ্টি আকৰ্ষণ কৰিবলৈ দলটোৱে আন্দোলন চলাই যাব বুলি তেওঁ উল্লেখ কৰে। bbox=[703, 589, 929, 614]
article-headline: যোৰহাটৰ নৱনিৰ্মিত... bbox=[263, 1254, 443, 1277]
article-body: গৌৰৱ গগৈয়ে সংবাদমেলত কয় যে আমি ইমান সহজতে হাৰ নামানো। ৰাইজৰ স্বাৰ্থত আমাৰ সংগ্ৰাম অব্যাহত থাকিব। ৰাজ্যৰ বিভিন্ন সমস্যাৰ প্ৰতি চৰকাৰৰ দৃষ্টি আকৰ্ষণ কৰিবলৈ দলটোৱে আন্দোলন চলাই যাব বুলি তেওঁ উল্লেখ কৰে। bbox=[703, 394, 929, 420]
article-body: উদ্যানসমূহৰ পৰিবেশ সংৰক্ষণৰ বাবে প্ৰকৃতিপ্ৰেমী সকলে উদ্বেগ প্ৰকাশ কৰিছে। বনাঞ্চল ধ্বংস আৰু বন্যপ্ৰাণীৰ বাসস্থান হ্ৰাস পোৱাৰ বাবে জৈৱ-বৈচিত্ৰ্য ভাবুকিৰ সন্মুখীন হৈছে। চৰকাৰে এই বিষয়ে তৎকালীনভাৱে ব্যৱস্থা গ্ৰহণ কৰিব লাগে বুলি দাবী উত্থাপন কৰা হয়। bbox=[474, 1070, 692, 1095]
article-body: উত্তৰ-পূৰ্বাঞ্চলৰ পৰিকাঠামো উন্নয়নত ইৰকনে গুৰুত্বপূৰ্ণ ভূমিকা পালন কৰি আহিছে। ৰেলপথ, দলং আৰু ঘাইপথ নিৰ্মাণৰ বিভিন্ন প্ৰকল্প সম্পূৰ্ণ কৰা হৈছে। নতুন প্ৰকল্পসমূহে অঞ্চলটোৰ যোগাযোগ ব্যৱস্থা অধিক উন্নত কৰিব। bbox=[474, 685, 692, 710]
article-body: উত্তৰ-পূৰ্বাঞ্চলৰ পৰিকাঠামো উন্নয়নত ইৰকনে গুৰুত্বপূৰ্ণ ভূমিকা পালন কৰি আহিছে। ৰেলপথ, দলং আৰু ঘাইপথ নিৰ্মাণৰ বিভিন্ন প্ৰকল্প সম্পূৰ্ণ কৰা হৈছে। নতুন প্ৰকল্পসমূহে অঞ্চলটোৰ যোগাযোগ ব্যৱস্থা অধিক উন্নত কৰিব। bbox=[474, 574, 692, 599]
subheader-rule bbox=[14, 62, 934, 63]
article-headline: যোৰহাট পৌৰসভাত মন্ত্ৰী... bbox=[273, 786, 433, 831]
article-body: গৌৰৱ গগৈয়ে সংবাদমেলত কয় যে আমি ইমান সহজতে হাৰ নামানো। ৰাইজৰ স্বাৰ্থত আমাৰ সংগ্ৰাম অব্যাহত থাকিব। ৰাজ্যৰ বিভিন্ন সমস্যাৰ প্ৰতি চৰকাৰৰ দৃষ্টি আকৰ্ষণ কৰিবলৈ দলটোৱে আন্দোলন চলাই যাব বুলি তেওঁ উল্লেখ কৰে। bbox=[703, 422, 929, 447]
article-body: উদ্যানসমূহৰ পৰিবেশ সংৰক্ষণৰ বাবে প্ৰকৃতিপ্ৰেমী সকলে উদ্বেগ প্ৰকাশ কৰিছে। বনাঞ্চল ধ্বংস আৰু বন্যপ্ৰাণীৰ বাসস্থান হ্ৰাস পোৱাৰ বাবে জৈৱ-বৈচিত্ৰ্য ভাবুকিৰ সন্মুখীন হৈছে। চৰকাৰে এই বিষয়ে তৎকালীনভাৱে ব্যৱস্থা গ্ৰহণ কৰিব লাগে বুলি দাবী উত্থাপন কৰা হয়। bbox=[474, 1125, 692, 1150]
article-13 bbox=[703, 1286, 929, 1540]
date-assamese: গুৱাহাটী, বুধবাৰ, ৩ আহাৰ, ১৯৪৭ শক bbox=[14, 22, 186, 36]
article-body: উদ্যানসমূহৰ পৰিবেশ সংৰক্ষণৰ বাবে প্ৰকৃতিপ্ৰেমী সকলে উদ্বেগ প্ৰকাশ কৰিছে। বনাঞ্চল ধ্বংস আৰু বন্যপ্ৰাণীৰ বাসস্থান হ্ৰাস পোৱাৰ বাবে জৈৱ-বৈচিত্ৰ্য ভাবুকিৰ সন্মুখীন হৈছে। চৰকাৰে এই বিষয়ে তৎকালীনভাৱে ব্যৱস্থা গ্ৰহণ কৰিব লাগে বুলি দাবী উত্থাপন কৰা হয়। bbox=[474, 1181, 692, 1206]
article-body: ভাৰত-বাংলাদেশ সীমান্তৱৰ্তী অঞ্চলত সুৰক্ষা ব্যৱস্থা অধিক কটকটীয়া কৰা হৈছে। সীমান্তৰক্ষী বাহিনীয়ে নিয়মীয়াকৈ টহল দি আছে আৰু অবৈধ অনুপ্ৰৱেশ ৰোধ কৰিবলৈ বিশেষ ব্যৱস্থা গ্ৰহণ কৰা হৈছে। স্থানীয় প্ৰশাসনে ৰাইজৰ সহযোগিতা বিচাৰিছে। bbox=[14, 1210, 232, 1236]
article-body: উত্তৰ-পূৰ্বাঞ্চলৰ পৰিকাঠামো উন্নয়নত ইৰকনে গুৰুত্বপূৰ্ণ ভূমিকা পালন কৰি আহিছে। ৰেলপথ, দলং আৰু ঘাইপথ নিৰ্মাণৰ বিভিন্ন প্ৰকল্প সম্পূৰ্ণ কৰা হৈছে। নতুন প্ৰকল্পসমূহে অঞ্চলটোৰ যোগাযোগ ব্যৱস্থা অধিক উন্নত কৰিব। bbox=[474, 824, 692, 849]
article-headline: ইৰকনৰ দ্বাৰা উত্তৰ-পূৰ্ব... bbox=[480, 546, 686, 569]
article-headline: 'আমি ইমান সহজতে...' bbox=[724, 118, 908, 139]
article-body: যোৰহাটত নৱনিৰ্মিত অট্টালিকাটোৰ উদ্বোধনী অনুষ্ঠান অনুষ্ঠিত হয়। স্থানীয় ৰাইজৰ সুবিধাৰ বাবে নিৰ্মিত এই ভৱনটোৱে অঞ্চলটোৰ উন্নয়নত নতুন মাত্ৰা যোগ কৰিব বুলি আশা কৰা হৈছে। bbox=[244, 1420, 462, 1446]
article-body: অনিৰুদ্ধদেৱৰ উত্তৰসূৰী হিচাপে জ্যোতিপ্ৰসাদ আগৰৱালা অসমৰ সাংস্কৃতিক জগতৰ এক উজ্জ্বল নক্ষত্ৰ। তেওঁৰ জন্ম দিৱস উপলক্ষে সমগ্ৰ ৰাজ্যতে বিভিন্ন অনুষ্ঠানৰ আয়োজন কৰা হয়। শিল্পী দিৱসৰ দিনা সাংস্কৃতিক সমাজে তেওঁৰ অৱদানক শ্ৰদ্ধাৰে সোঁৱৰণ কৰে। চলচ্চিত্ৰ, সংগীত, নাটক আৰু সাহিত্যৰ ক্ষেত্ৰত তেওঁৰ অৱদান অতুলনীয়। অসমীয়া জাতিক এক নতুন দিশ দিয়াত তেওঁৰ ভূমিকা আজিও প্ৰাসংগিক হৈ আছে। bbox=[14, 367, 232, 410]
article-body: ভাৰত-বাংলাদেশ সীমান্তৱৰ্তী অঞ্চলত সুৰক্ষা ব্যৱস্থা অধিক কটকটীয়া কৰা হৈছে। সীমান্তৰক্ষী বাহিনীয়ে নিয়মীয়াকৈ টহল দি আছে আৰু অবৈধ অনুপ্ৰৱেশ ৰোধ কৰিবলৈ বিশেষ ব্যৱস্থা গ্ৰহণ কৰা হৈছে। স্থানীয় প্ৰশাসনে ৰাইজৰ সহযোগিতা বিচাৰিছে। bbox=[14, 1127, 232, 1152]
article-body: অনিৰুদ্ধদেৱৰ উত্তৰসূৰী হিচাপে জ্যোতিপ্ৰসাদ আগৰৱালা অসমৰ সাংস্কৃতিক জগতৰ এক উজ্জ্বল নক্ষত্ৰ। তেওঁৰ জন্ম দিৱস উপলক্ষে সমগ্ৰ ৰাজ্যতে বিভিন্ন অনুষ্ঠানৰ আয়োজন কৰা হয়। শিল্পী দিৱসৰ দিনা সাংস্কৃতিক সমাজে তেওঁৰ অৱদানক শ্ৰদ্ধাৰে সোঁৱৰণ কৰে। চলচ্চিত্ৰ, সংগীত, নাটক আৰু সাহিত্যৰ ক্ষেত্ৰত তেওঁৰ অৱদান অতুলনীয়। অসমীয়া জাতিক এক নতুন দিশ দিয়াত তেওঁৰ ভূমিকা আজিও প্ৰাসংগিক হৈ আছে। bbox=[14, 457, 232, 500]
article-body: সাম্প্ৰতিক সময়ত বিভাজনৰ ৰাজনীতিয়ে সমাজত বিভেদৰ সৃষ্টি কৰিছে বুলি বিৰোধী দলে অভিযোগ উত্থাপন কৰে। ৰাইজক এনে ৰাজনীতিৰ পৰা সতৰ্ক থাকিবলৈ আহ্বান জনোৱা হয়। bbox=[703, 1417, 929, 1434]
article-body: অনিৰুদ্ধদেৱৰ উত্তৰসূৰী হিচাপে জ্যোতিপ্ৰসাদ আগৰৱালা অসমৰ সাংস্কৃতিক জগতৰ এক উজ্জ্বল নক্ষত্ৰ। তেওঁৰ জন্ম দিৱস উপলক্ষে সমগ্ৰ ৰাজ্যতে বিভিন্ন অনুষ্ঠানৰ আয়োজন কৰা হয়। শিল্পী দিৱসৰ দিনা সাংস্কৃতিক সমাজে তেওঁৰ অৱদানক শ্ৰদ্ধাৰে সোঁৱৰণ কৰে। চলচ্চিত্ৰ, সংগীত, নাটক আৰু সাহিত্যৰ ক্ষেত্ৰত তেওঁৰ অৱদান অতুলনীয়। অসমীয়া জাতিক এক নতুন দিশ দিয়াত তেওঁৰ ভূমিকা আজিও প্ৰাসংগিক হৈ আছে। bbox=[14, 727, 232, 769]
article-body: যোৰহাটত নৱনিৰ্মিত অট্টালিকাটোৰ উদ্বোধনী অনুষ্ঠান অনুষ্ঠিত হয়। স্থানীয় ৰাইজৰ সুবিধাৰ বাবে নিৰ্মিত এই ভৱনটোৱে অঞ্চলটোৰ উন্নয়নত নতুন মাত্ৰা যোগ কৰিব বুলি আশা কৰা হৈছে। bbox=[244, 1365, 462, 1390]
article-body: অনিৰুদ্ধদেৱৰ উত্তৰসূৰী হিচাপে জ্যোতিপ্ৰসাদ আগৰৱালা অসমৰ সাংস্কৃতিক জগতৰ এক উজ্জ্বল নক্ষত্ৰ। তেওঁৰ জন্ম দিৱস উপলক্ষে সমগ্ৰ ৰাজ্যতে বিভিন্ন অনুষ্ঠানৰ আয়োজন কৰা হয়। শিল্পী দিৱসৰ দিনা সাংস্কৃতিক সমাজে তেওঁৰ অৱদানক শ্ৰদ্ধাৰে সোঁৱৰণ কৰে। চলচ্চিত্ৰ, সংগীত, নাটক আৰু সাহিত্যৰ ক্ষেত্ৰত তেওঁৰ অৱদান অতুলনীয়। অসমীয়া জাতিক এক নতুন দিশ দিয়াত তেওঁৰ ভূমিকা আজিও প্ৰাসংগিক হৈ আছে। bbox=[14, 322, 232, 365]
article-body: সাম্প্ৰতিক সময়ত বিভাজনৰ ৰাজনীতিয়ে সমাজত বিভেদৰ সৃষ্টি কৰিছে বুলি বিৰোধী দলে অভিযোগ উত্থাপন কৰে। ৰাইজক এনে ৰাজনীতিৰ পৰা সতৰ্ক থাকিবলৈ আহ্বান জনোৱা হয়। bbox=[703, 1379, 929, 1396]
article-body: গৌৰৱ গগৈয়ে সংবাদমেলত কয় যে আমি ইমান সহজতে হাৰ নামানো। ৰাইজৰ স্বাৰ্থত আমাৰ সংগ্ৰাম অব্যাহত থাকিব। ৰাজ্যৰ বিভিন্ন সমস্যাৰ প্ৰতি চৰকাৰৰ দৃষ্টি আকৰ্ষণ কৰিবলৈ দলটোৱে আন্দোলন চলাই যাব বুলি তেওঁ উল্লেখ কৰে। bbox=[703, 506, 929, 531]
article-headline: গুৱাহাটীত যুৱতীৰ... bbox=[731, 1046, 901, 1069]
article-body: গুৱাহাটী মহানগৰৰ এটা অঞ্চলত এগৰাকী যুৱতীৰ মৃতদেহ উদ্ধাৰ হয়। ঘটনাটোৱে অঞ্চলটোত চাঞ্চল্যৰ সৃষ্টি কৰে। আৰক্ষীয়ে মৃতদেহটো ময়নাতদন্তৰ বাবে প্ৰেৰণ কৰে আৰু ঘটনাৰ তদন্ত আৰম্ভ কৰিছে। bbox=[703, 1129, 929, 1154]
article-divider bbox=[703, 1280, 929, 1281]
article-divider bbox=[703, 1038, 929, 1039]
article-body: গৌৰৱ গগৈয়ে সংবাদমেলত কয় যে আমি ইমান সহজতে হাৰ নামানো। ৰাইজৰ স্বাৰ্থত আমাৰ সংগ্ৰাম অব্যাহত থাকিব। ৰাজ্যৰ বিভিন্ন সমস্যাৰ প্ৰতি চৰকাৰৰ দৃষ্টি আকৰ্ষণ কৰিবলৈ দলটোৱে আন্দোলন চলাই যাব বুলি তেওঁ উল্লেখ কৰে। bbox=[703, 367, 929, 392]
article-body: যোৰহাট পৌৰসভাৰ বিভিন্ন উন্নয়নমূলক কাম-কাজৰ পৰ্যালোচনা কৰিবলৈ মন্ত্ৰীগৰাকীয়ে এখন বিশেষ বৈঠকত অংশ লয়। চহৰৰ পানী নিষ্কাশন ব্যৱস্থা, পথ নিৰ্মাণ আৰু পৰিষ্কাৰ-পৰিচ্ছন্নতাৰ ওপৰত গুৰুত্ব আৰোপ কৰা হয়। বিষয়াসকলক নিৰ্ধাৰিত সময়ৰ ভিতৰত কাম সম্পূৰ্ণ কৰিবলৈ নিৰ্দেশ দিয়া হয়। bbox=[244, 872, 462, 906]
article-body: ভাৰত-বাংলাদেশ সীমান্তৱৰ্তী অঞ্চলত সুৰক্ষা ব্যৱস্থা অধিক কটকটীয়া কৰা হৈছে। সীমান্তৰক্ষী বাহিনীয়ে নিয়মীয়াকৈ টহল দি আছে আৰু অবৈধ অনুপ্ৰৱেশ ৰোধ কৰিবলৈ বিশেষ ব্যৱস্থা গ্ৰহণ কৰা হৈছে। স্থানীয় প্ৰশাসনে ৰাইজৰ সহযোগিতা বিচাৰিছে। bbox=[14, 1099, 232, 1124]
column-divider bbox=[238, 62, 239, 1542]
article-body: উত্তৰ-পূৰ্বাঞ্চলৰ পৰিকাঠামো উন্নয়নত ইৰকনে গুৰুত্বপূৰ্ণ ভূমিকা পালন কৰি আহিছে। ৰেলপথ, দলং আৰু ঘাইপথ নিৰ্মাণৰ বিভিন্ন প্ৰকল্প সম্পূৰ্ণ কৰা হৈছে। নতুন প্ৰকল্পসমূহে অঞ্চলটোৰ যোগাযোগ ব্যৱস্থা অধিক উন্নত কৰিব। bbox=[474, 796, 692, 821]
article-body: ভাৰত-বাংলাদেশ সীমান্তৱৰ্তী অঞ্চলত সুৰক্ষা ব্যৱস্থা অধিক কটকটীয়া কৰা হৈছে। সীমান্তৰক্ষী বাহিনীয়ে নিয়মীয়াকৈ টহল দি আছে আৰু অবৈধ অনুপ্ৰৱেশ ৰোধ কৰিবলৈ বিশেষ ব্যৱস্থা গ্ৰহণ কৰা হৈছে। স্থানীয় প্ৰশাসনে ৰাইজৰ সহযোগিতা বিচাৰিছে। bbox=[14, 1072, 232, 1097]
article-body: উত্তৰ-পূৰ্বাঞ্চলৰ পৰিকাঠামো উন্নয়নত ইৰকনে গুৰুত্বপূৰ্ণ ভূমিকা পালন কৰি আহিছে। ৰেলপথ, দলং আৰু ঘাইপথ নিৰ্মাণৰ বিভিন্ন প্ৰকল্প সম্পূৰ্ণ কৰা হৈছে। নতুন প্ৰকল্পসমূহে অঞ্চলটোৰ যোগাযোগ ব্যৱস্থা অধিক উন্নত কৰিব। bbox=[474, 601, 692, 626]
page-number: ১১ bbox=[889, 16, 934, 44]
article-12 bbox=[703, 1046, 929, 1276]
article-8 bbox=[474, 118, 692, 528]
article-body: গৌৰৱ গগৈয়ে সংবাদমেলত কয় যে আমি ইমান সহজতে হাৰ নামানো। ৰাইজৰ স্বাৰ্থত আমাৰ সংগ্ৰাম অব্যাহত থাকিব। ৰাজ্যৰ বিভিন্ন সমস্যাৰ প্ৰতি চৰকাৰৰ দৃষ্টি আকৰ্ষণ কৰিবলৈ দলটোৱে আন্দোলন চলাই যাব বুলি তেওঁ উল্লেখ কৰে। bbox=[703, 533, 929, 559]
article-body: সাম্প্ৰতিক সময়ত বিভাজনৰ ৰাজনীতিয়ে সমাজত বিভেদৰ সৃষ্টি কৰিছে বুলি বিৰোধী দলে অভিযোগ উত্থাপন কৰে। ৰাইজক এনে ৰাজনীতিৰ পৰা সতৰ্ক থাকিবলৈ আহ্বান জনোৱা হয়। bbox=[703, 1322, 929, 1338]
article-body: ভাৰত-বাংলাদেশ সীমান্তৱৰ্তী অঞ্চলত সুৰক্ষা ব্যৱস্থা অধিক কটকটীয়া কৰা হৈছে। সীমান্তৰক্ষী বাহিনীয়ে নিয়মীয়াকৈ টহল দি আছে আৰু অবৈধ অনুপ্ৰৱেশ ৰোধ কৰিবলৈ বিশেষ ব্যৱস্থা গ্ৰহণ কৰা হৈছে। স্থানীয় প্ৰশাসনে ৰাইজৰ সহযোগিতা বিচাৰিছে। bbox=[14, 1155, 232, 1180]
article-body: গৌৰৱ গগৈয়ে সংবাদমেলত কয় যে আমি ইমান সহজতে হাৰ নামানো। ৰাইজৰ স্বাৰ্থত আমাৰ সংগ্ৰাম অব্যাহত থাকিব। ৰাজ্যৰ বিভিন্ন সমস্যাৰ প্ৰতি চৰকাৰৰ দৃষ্টি আকৰ্ষণ কৰিবলৈ দলটোৱে আন্দোলন চলাই যাব বুলি তেওঁ উল্লেখ কৰে। bbox=[703, 561, 929, 586]
article-body: গুৱাহাটী বিশ্ববিদ্যালয়ৰ প্ৰাক্তন অধ্যাপক ড° দিগন্ত বিশ্ব শৰ্মাৰ গৱেষণামূলক গ্ৰন্থ 'The Foundations of Indian Culture' ৰ আলোচনা সভা অনুষ্ঠিত হয়। ভাৰতীয় সংস্কৃতিৰ মূল ভেটি সম্পৰ্কে তেওঁৰ গভীৰ অধ্যয়ন আৰু বিশ্লেষণে পণ্ডিত সমাজত বিশেষ সমাদৰ লাভ কৰিছে। সভাত বহুকেইজন বিশিষ্ট শিক্ষাবিদে অংশ লয় আৰু গ্ৰন্থখনৰ বিষয়বস্তুৰ ওপৰত আলোকপাত কৰে। তেওঁ বেদ, উপনিষদ, দৰ্শন আৰু ভাৰতীয় চিন্তাধাৰাৰ বিকাশ সম্পৰ্কে বিতংভাৱে লিখিছে। bbox=[244, 306, 462, 357]
article-body: গৌৰৱ গগৈয়ে সংবাদমেলত কয় যে আমি ইমান সহজতে হাৰ নামানো। ৰাইজৰ স্বাৰ্থত আমাৰ সংগ্ৰাম অব্যাহত থাকিব। ৰাজ্যৰ বিভিন্ন সমস্যাৰ প্ৰতি চৰকাৰৰ দৃষ্টি আকৰ্ষণ কৰিবলৈ দলটোৱে আন্দোলন চলাই যাব বুলি তেওঁ উল্লেখ কৰে। bbox=[703, 228, 929, 253]
article-body: হাজো আৰক্ষীয়ে গোপন সূত্ৰে পোৱা খবৰৰ ভিত্তিত অভিযান চলাই এজন অভিযুক্তক আটক কৰিবলৈ সক্ষম হয়। আৰক্ষীয়ে ঘটনাটোৰ তদন্ত আৰম্ভ কৰিছে আৰু অধিক তথ্য সংগ্ৰহ কৰি আছে। bbox=[14, 1435, 232, 1460]
article-6 bbox=[244, 786, 462, 1246]
article-body: গৌৰৱ গগৈয়ে সংবাদমেলত কয় যে আমি ইমান সহজতে হাৰ নামানো। ৰাইজৰ স্বাৰ্থত আমাৰ সংগ্ৰাম অব্যাহত থাকিব। ৰাজ্যৰ বিভিন্ন সমস্যাৰ প্ৰতি চৰকাৰৰ দৃষ্টি আকৰ্ষণ কৰিবলৈ দলটোৱে আন্দোলন চলাই যাব বুলি তেওঁ উল্লেখ কৰে। bbox=[703, 450, 929, 475]
article-body: জনতা ভৱনত দিব্যাংগসকলৰ কল্যাণৰ বাবে এখন আলোচনা সভা অনুষ্ঠিত হয়। চৰকাৰী আঁচনিসমূহৰ সুবিধা দিব্যাংগসকলৰ মাজত সঠিকভাৱে পৌঁছাইছে নে নাই সেই বিষয়ে বিতং আলোচনা হয়। সমাজৰ সকলো শ্ৰেণীৰ লোকে দিব্যাংগসকলক সহায়-সহযোগিতা আগবঢ়াব লাগে বুলি বক্তাসকলে মত প্ৰকাশ কৰে। bbox=[474, 217, 692, 251]
article-body: যোৰহাট পৌৰসভাৰ বিভিন্ন উন্নয়নমূলক কাম-কাজৰ পৰ্যালোচনা কৰিবলৈ মন্ত্ৰীগৰাকীয়ে এখন বিশেষ বৈঠকত অংশ লয়। চহৰৰ পানী নিষ্কাশন ব্যৱস্থা, পথ নিৰ্মাণ আৰু পৰিষ্কাৰ-পৰিচ্ছন্নতাৰ ওপৰত গুৰুত্ব আৰোপ কৰা হয়। বিষয়াসকলক নিৰ্ধাৰিত সময়ৰ ভিতৰত কাম সম্পূৰ্ণ কৰিবলৈ নিৰ্দেশ দিয়া হয়। bbox=[244, 1054, 462, 1088]
article-5 bbox=[244, 118, 462, 778]
article-body: হাজো আৰক্ষীয়ে গোপন সূত্ৰে পোৱা খবৰৰ ভিত্তিত অভিযান চলাই এজন অভিযুক্তক আটক কৰিবলৈ সক্ষম হয়। আৰক্ষীয়ে ঘটনাটোৰ তদন্ত আৰম্ভ কৰিছে আৰু অধিক তথ্য সংগ্ৰহ কৰি আছে। bbox=[14, 1407, 232, 1432]
article-body: যোৰহাট পৌৰসভাৰ বিভিন্ন উন্নয়নমূলক কাম-কাজৰ পৰ্যালোচনা কৰিবলৈ মন্ত্ৰীগৰাকীয়ে এখন বিশেষ বৈঠকত অংশ লয়। চহৰৰ পানী নিষ্কাশন ব্যৱস্থা, পথ নিৰ্মাণ আৰু পৰিষ্কাৰ-পৰিচ্ছন্নতাৰ ওপৰত গুৰুত্ব আৰোপ কৰা হয়। বিষয়াসকলক নিৰ্ধাৰিত সময়ৰ ভিতৰত কাম সম্পূৰ্ণ কৰিবলৈ নিৰ্দেশ দিয়া হয়। bbox=[244, 1017, 462, 1051]
article-body: গৌৰৱ গগৈয়ে সংবাদমেলত কয় যে আমি ইমান সহজতে হাৰ নামানো। ৰাইজৰ স্বাৰ্থত আমাৰ সংগ্ৰাম অব্যাহত থাকিব। ৰাজ্যৰ বিভিন্ন সমস্যাৰ প্ৰতি চৰকাৰৰ দৃষ্টি আকৰ্ষণ কৰিবলৈ দলটোৱে আন্দোলন চলাই যাব বুলি তেওঁ উল্লেখ কৰে। bbox=[703, 311, 929, 336]
article-body: যোৰহাট পৌৰসভাৰ বিভিন্ন উন্নয়নমূলক কাম-কাজৰ পৰ্যালোচনা কৰিবলৈ মন্ত্ৰীগৰাকীয়ে এখন বিশেষ বৈঠকত অংশ লয়। চহৰৰ পানী নিষ্কাশন ব্যৱস্থা, পথ নিৰ্মাণ আৰু পৰিষ্কাৰ-পৰিচ্ছন্নতাৰ ওপৰত গুৰুত্ব আৰোপ কৰা হয়। বিষয়াসকলক নিৰ্ধাৰিত সময়ৰ ভিতৰত কাম সম্পূৰ্ণ কৰিবলৈ নিৰ্দেশ দিয়া হয়। bbox=[244, 1127, 462, 1160]
article-body: উদ্যানসমূহৰ পৰিবেশ সংৰক্ষণৰ বাবে প্ৰকৃতিপ্ৰেমী সকলে উদ্বেগ প্ৰকাশ কৰিছে। বনাঞ্চল ধ্বংস আৰু বন্যপ্ৰাণীৰ বাসস্থান হ্ৰাস পোৱাৰ বাবে জৈৱ-বৈচিত্ৰ্য ভাবুকিৰ সন্মুখীন হৈছে। চৰকাৰে এই বিষয়ে তৎকালীনভাৱে ব্যৱস্থা গ্ৰহণ কৰিব লাগে বুলি দাবী উত্থাপন কৰা হয়। bbox=[474, 1264, 692, 1289]
article-1 bbox=[14, 160, 232, 930]
article-body: সাম্প্ৰতিক সময়ত বিভাজনৰ ৰাজনীতিয়ে সমাজত বিভেদৰ সৃষ্টি কৰিছে বুলি বিৰোধী দলে অভিযোগ উত্থাপন কৰে। ৰাইজক এনে ৰাজনীতিৰ পৰা সতৰ্ক থাকিবলৈ আহ্বান জনোৱা হয়। bbox=[703, 1341, 929, 1357]
article-body: অনিৰুদ্ধদেৱৰ উত্তৰসূৰী হিচাপে জ্যোতিপ্ৰসাদ আগৰৱালা অসমৰ সাংস্কৃতিক জগতৰ এক উজ্জ্বল নক্ষত্ৰ। তেওঁৰ জন্ম দিৱস উপলক্ষে সমগ্ৰ ৰাজ্যতে বিভিন্ন অনুষ্ঠানৰ আয়োজন কৰা হয়। শিল্পী দিৱসৰ দিনা সাংস্কৃতিক সমাজে তেওঁৰ অৱদানক শ্ৰদ্ধাৰে সোঁৱৰণ কৰে। চলচ্চিত্ৰ, সংগীত, নাটক আৰু সাহিত্যৰ ক্ষেত্ৰত তেওঁৰ অৱদান অতুলনীয়। অসমীয়া জাতিক এক নতুন দিশ দিয়াত তেওঁৰ ভূমিকা আজিও প্ৰাসংগিক হৈ আছে। bbox=[14, 502, 232, 545]
article-10 bbox=[474, 1042, 692, 1540]
article-body: অনিৰুদ্ধদেৱৰ উত্তৰসূৰী হিচাপে জ্যোতিপ্ৰসাদ আগৰৱালা অসমৰ সাংস্কৃতিক জগতৰ এক উজ্জ্বল নক্ষত্ৰ। তেওঁৰ জন্ম দিৱস উপলক্ষে সমগ্ৰ ৰাজ্যতে বিভিন্ন অনুষ্ঠানৰ আয়োজন কৰা হয়। শিল্পী দিৱসৰ দিনা সাংস্কৃতিক সমাজে তেওঁৰ অৱদানক শ্ৰদ্ধাৰে সোঁৱৰণ কৰে। চলচ্চিত্ৰ, সংগীত, নাটক আৰু সাহিত্যৰ ক্ষেত্ৰত তেওঁৰ অৱদান অতুলনীয়। অসমীয়া জাতিক এক নতুন দিশ দিয়াত তেওঁৰ ভূমিকা আজিও প্ৰাসংগিক হৈ আছে। bbox=[14, 412, 232, 455]
article-body: গুৱাহাটী মহানগৰৰ এটা অঞ্চলত এগৰাকী যুৱতীৰ মৃতদেহ উদ্ধাৰ হয়। ঘটনাটোৱে অঞ্চলটোত চাঞ্চল্যৰ সৃষ্টি কৰে। আৰক্ষীয়ে মৃতদেহটো ময়নাতদন্তৰ বাবে প্ৰেৰণ কৰে আৰু ঘটনাৰ তদন্ত আৰম্ভ কৰিছে। bbox=[703, 1074, 929, 1099]
article-body: অনিৰুদ্ধদেৱৰ উত্তৰসূৰী হিচাপে জ্যোতিপ্ৰসাদ আগৰৱালা অসমৰ সাংস্কৃতিক জগতৰ এক উজ্জ্বল নক্ষত্ৰ। তেওঁৰ জন্ম দিৱস উপলক্ষে সমগ্ৰ ৰাজ্যতে বিভিন্ন অনুষ্ঠানৰ আয়োজন কৰা হয়। শিল্পী দিৱসৰ দিনা সাংস্কৃতিক সমাজে তেওঁৰ অৱদানক শ্ৰদ্ধাৰে সোঁৱৰণ কৰে। চলচ্চিত্ৰ, সংগীত, নাটক আৰু সাহিত্যৰ ক্ষেত্ৰত তেওঁৰ অৱদান অতুলনীয়। অসমীয়া জাতিক এক নতুন দিশ দিয়াত তেওঁৰ ভূমিকা আজিও প্ৰাসংগিক হৈ আছে। bbox=[14, 772, 232, 814]
article-headline: ৰূপকোঁৱৰৰ জন্ম দিৱসত... bbox=[14, 160, 232, 183]
article-headline: কাছাৰৰ সীমান্তৱৰ্তী... bbox=[36, 1046, 210, 1069]
article-3 bbox=[14, 1046, 232, 1318]
article-9 bbox=[474, 546, 692, 1036]
article-body: পিছলৈ পৰি আমাৰ ৰাজ্যৰ অভিনয় জগতৰ এক পৰিচিত মুখ প্ৰবীণ অভিনেতা জয়ন্তই দীৰ্ঘদিন ধৰি অসুস্থতাত ভুগি থকাৰ পিছত চিকিৎসাধীন অৱস্থাত শেষ নিশ্বাস ত্যাগ কৰে। তেওঁৰ মৃত্যুত সাংস্কৃতিক জগতত শোকৰ ছাঁ পৰিছে। bbox=[14, 962, 232, 988]
